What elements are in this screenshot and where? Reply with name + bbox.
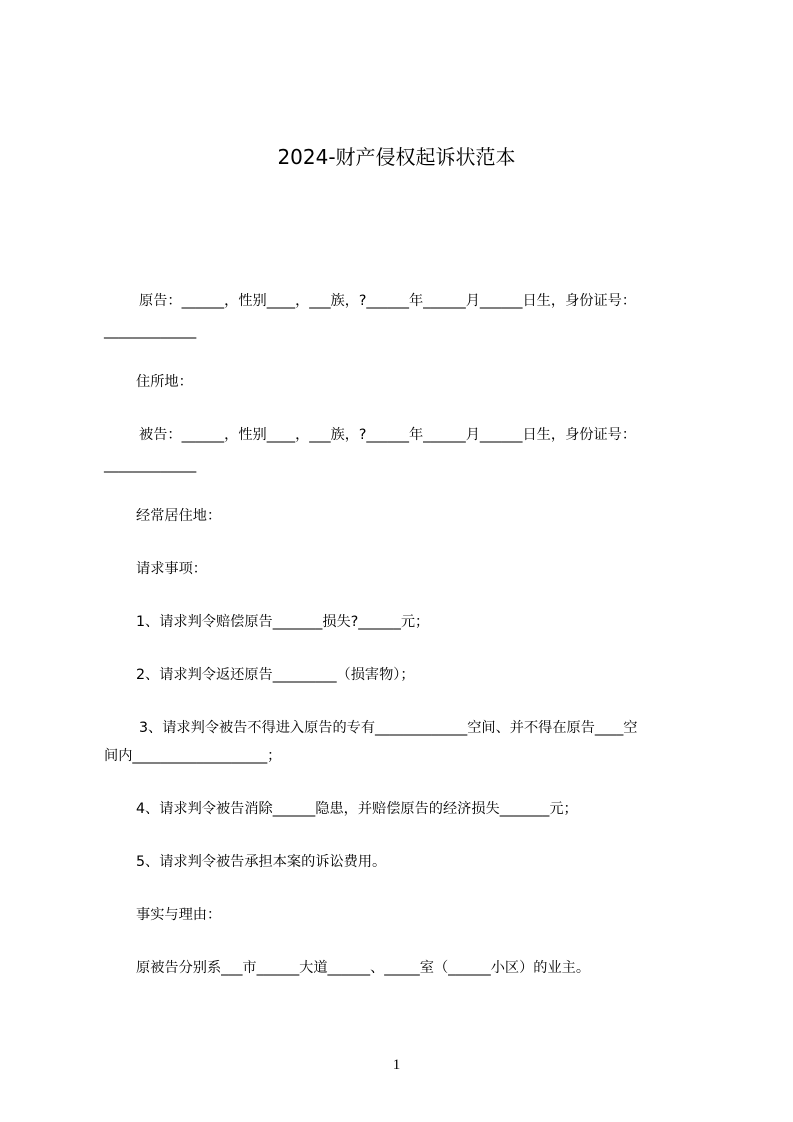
plaintiff-id-blank: _____________ — [104, 323, 197, 339]
facts-heading: 事实与理由： — [136, 907, 222, 923]
claim-item-continuation: 间内___________________； — [104, 748, 282, 764]
claim-item: 1、请求判令赔偿原告_______损失?______元； — [136, 614, 430, 630]
facts-paragraph: 原被告分别系___市______大道______、_____室（______小区）的业主。 — [136, 960, 591, 976]
habitual-residence-line: 经常居住地： — [136, 508, 222, 524]
plaintiff-info-line: 原告：______，性别____，___族，?______年______月______日生，身份证号： — [139, 293, 637, 309]
claim-item: 4、请求判令被告消除______隐患，并赔偿原告的经济损失_______元； — [136, 801, 578, 817]
claims-heading: 请求事项： — [136, 561, 207, 577]
document-title: 2024-财产侵权起诉状范本 — [277, 145, 516, 169]
defendant-info-line: 被告：______，性别____，___族，?______年______月______日生，身份证号： — [139, 427, 637, 443]
claim-item: 5、请求判令被告承担本案的诉讼费用。 — [136, 854, 387, 870]
claim-item: 2、请求判令返还原告_________（损害物）； — [136, 667, 415, 683]
page-number: 1 — [392, 1057, 401, 1073]
residence-line: 住所地： — [136, 374, 193, 390]
defendant-id-blank: _____________ — [104, 457, 197, 473]
claim-item: 3、请求判令被告不得进入原告的专有_____________空间、并不得在原告____空 — [139, 720, 638, 736]
